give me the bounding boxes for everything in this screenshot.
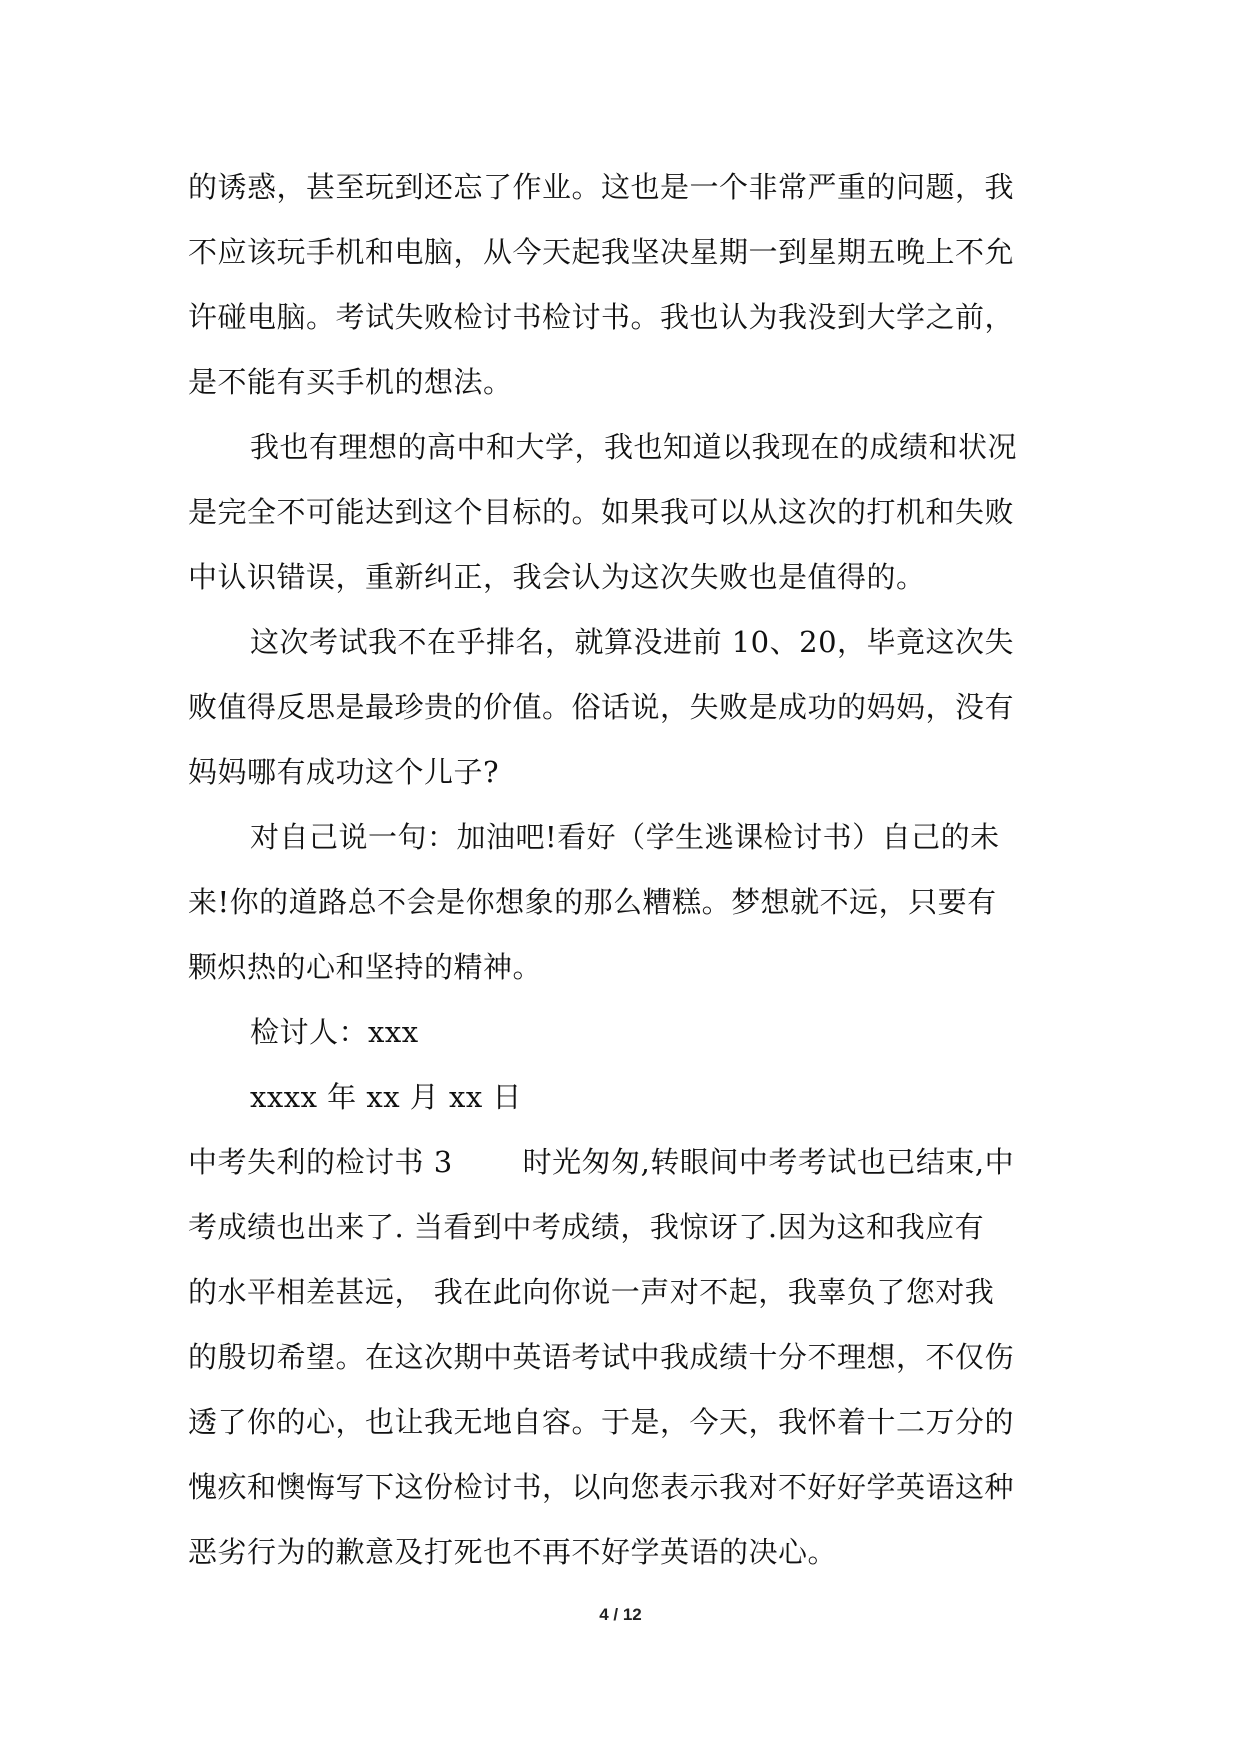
paragraph-line: 透了你的心，也让我无地自容。于是，今天，我怀着十二万分的	[188, 1405, 1015, 1439]
paragraph-line: 来!你的道路总不会是你想象的那么糟糕。梦想就不远，只要有	[188, 885, 997, 919]
paragraph-line: 考成绩也出来了. 当看到中考成绩，我惊讶了.因为这和我应有	[188, 1210, 985, 1244]
paragraph-line: 的殷切希望。在这次期中英语考试中我成绩十分不理想，不仅伤	[188, 1340, 1015, 1374]
section-title: 中考失利的检讨书 3	[188, 1145, 453, 1179]
paragraph-line: 许碰电脑。考试失败检讨书检讨书。我也认为我没到大学之前，	[188, 300, 1015, 334]
paragraph-line: 的水平相差甚远， 我在此向你说一声对不起，我辜负了您对我	[188, 1275, 995, 1309]
paragraph-line: 不应该玩手机和电脑，从今天起我坚决星期一到星期五晚上不允	[188, 235, 1015, 269]
section-first-line: 时光匆匆,转眼间中考考试也已结束,中	[522, 1145, 1015, 1179]
paragraph-line: 中认识错误，重新纠正，我会认为这次失败也是值得的。	[188, 560, 926, 594]
paragraph-line: 颗炽热的心和坚持的精神。	[188, 950, 543, 984]
paragraph-line: 愧疚和懊悔写下这份检讨书，以向您表示我对不好好学英语这种	[188, 1470, 1015, 1504]
paragraph-line: 败值得反思是最珍贵的价值。俗话说，失败是成功的妈妈，没有	[188, 690, 1015, 724]
paragraph-line: 妈妈哪有成功这个儿子?	[188, 755, 500, 789]
paragraph-line: 是完全不可能达到这个目标的。如果我可以从这次的打机和失败	[188, 495, 1015, 529]
date-line: xxxx 年 xx 月 xx 日	[250, 1080, 522, 1114]
signature-line: 检讨人：xxx	[250, 1015, 419, 1049]
paragraph-line: 对自己说一句：加油吧!看好（学生逃课检讨书）自己的未	[250, 820, 1000, 854]
section-heading-line	[188, 1130, 1058, 1195]
paragraph-line: 是不能有买手机的想法。	[188, 365, 513, 399]
paragraph-line: 的诱惑，甚至玩到还忘了作业。这也是一个非常严重的问题，我	[188, 170, 1015, 204]
page-number: 4 / 12	[599, 1605, 642, 1624]
paragraph-line: 恶劣行为的歉意及打死也不再不好学英语的决心。	[188, 1535, 838, 1569]
paragraph-line: 我也有理想的高中和大学，我也知道以我现在的成绩和状况	[250, 430, 1018, 464]
paragraph-line: 这次考试我不在乎排名，就算没进前 10、20，毕竟这次失	[250, 625, 1015, 659]
document-body	[188, 155, 1058, 1585]
